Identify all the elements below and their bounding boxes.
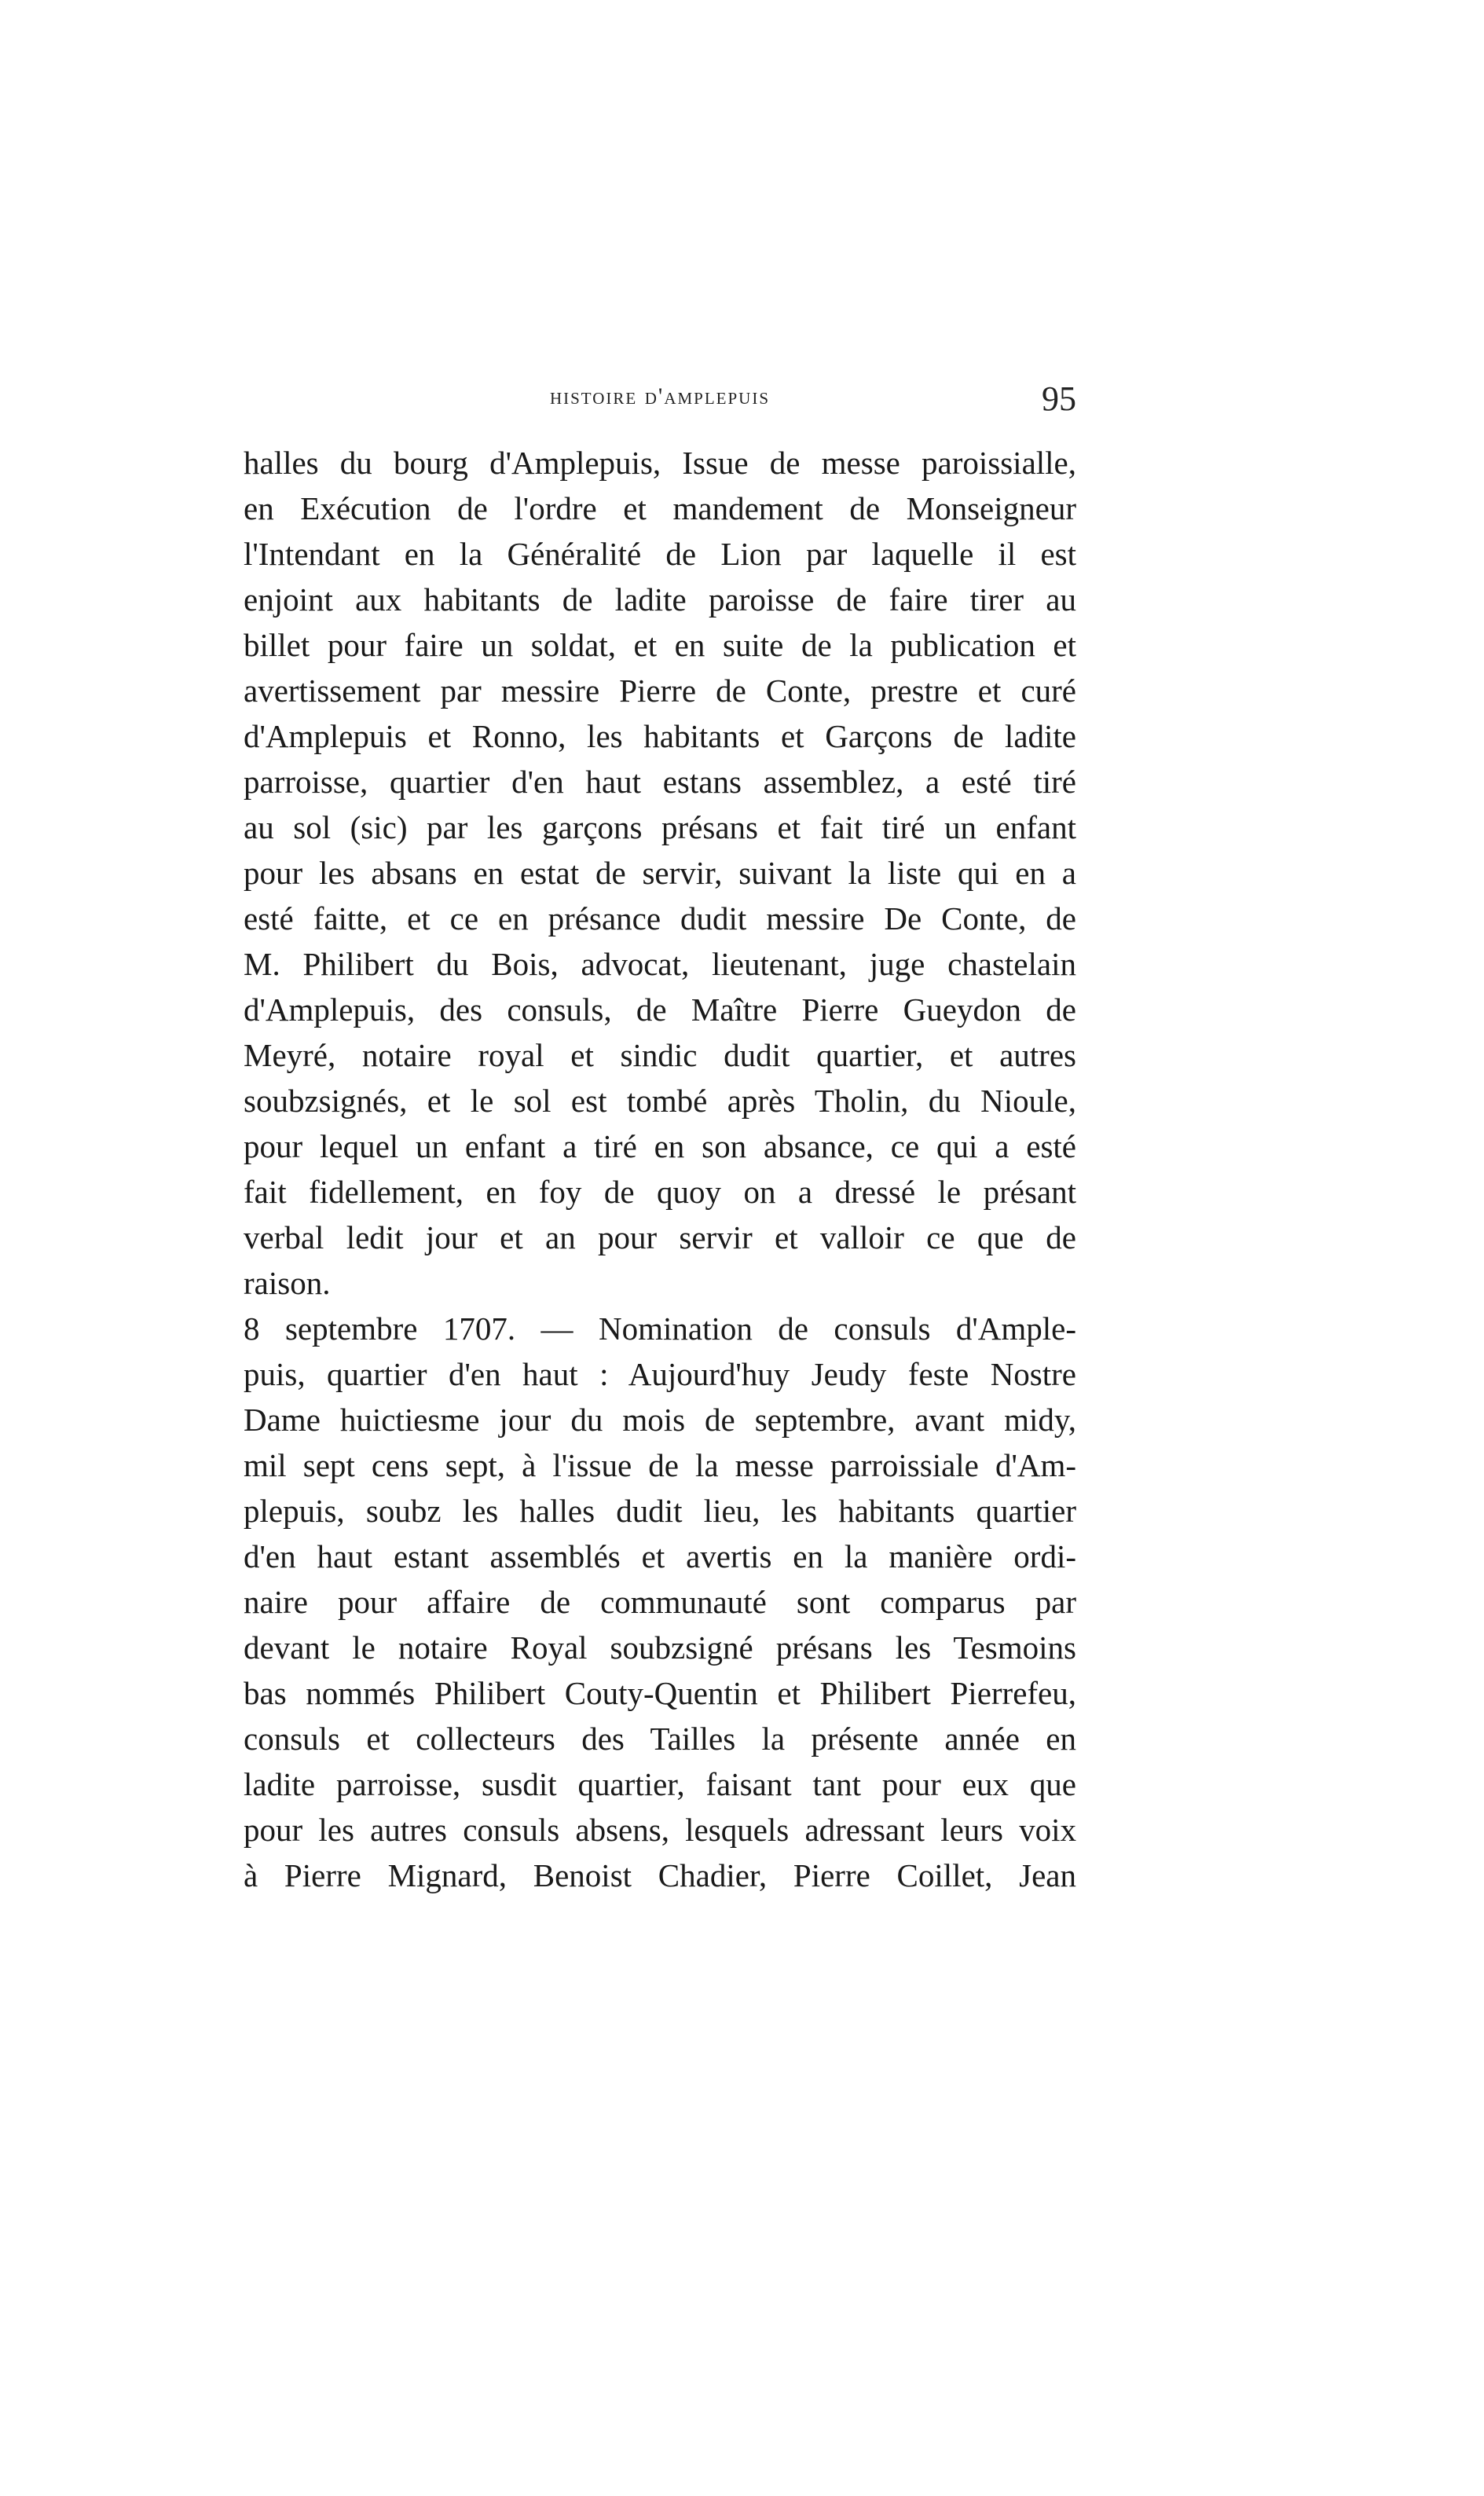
text-line: bas nommés Philibert Couty-Quentin et Philibert Pierrefeu,: [244, 1675, 1076, 1711]
text-line: devant le notaire Royal soubzsigné présans les Tesmoins: [244, 1629, 1076, 1666]
text-line: l'Intendant en la Généralité de Lion par laquelle il est: [244, 536, 1076, 572]
text-line: naire pour affaire de communauté sont comparus par: [244, 1584, 1076, 1620]
text-line: d'Amplepuis, des consuls, de Maître Pierre Gueydon de: [244, 991, 1076, 1028]
text-line: à Pierre Mignard, Benoist Chadier, Pierre Coillet, Jean: [244, 1857, 1076, 1893]
page-number: 95: [1042, 379, 1076, 418]
text-line: pour lequel un enfant a tiré en son absance, ce qui a esté: [244, 1128, 1076, 1164]
text-line: mil sept cens sept, à l'issue de la messe parroissiale d'Am-: [244, 1447, 1076, 1483]
text-line: au sol (sic) par les garçons présans et fait tiré un enfant: [244, 809, 1076, 845]
text-line: puis, quartier d'en haut : Aujourd'huy Jeudy feste Nostre: [244, 1356, 1076, 1392]
text-line: avertissement par messire Pierre de Conte, prestre et curé: [244, 673, 1076, 709]
text-line: ladite parroisse, susdit quartier, faisant tant pour eux que: [244, 1766, 1076, 1802]
text-line: pour les autres consuls absens, lesquels adressant leurs voix: [244, 1812, 1076, 1848]
text-line: parroisse, quartier d'en haut estans assemblez, a esté tiré: [244, 764, 1076, 800]
text-line: soubzsignés, et le sol est tombé après Tholin, du Nioule,: [244, 1083, 1076, 1119]
text-line: consuls et collecteurs des Tailles la présente année en: [244, 1721, 1076, 1757]
text-line: verbal ledit jour et an pour servir et valloir ce que de: [244, 1219, 1076, 1255]
text-line: fait fidellement, en foy de quoy on a dressé le présant: [244, 1174, 1076, 1210]
text-line: billet pour faire un soldat, et en suite de la publication et: [244, 627, 1076, 663]
text-line: halles du bourg d'Amplepuis, Issue de messe paroissialle,: [244, 445, 1076, 481]
running-head: [244, 379, 1076, 423]
text-line: enjoint aux habitants de ladite paroisse de faire tirer au: [244, 581, 1076, 618]
text-line: 8 septembre 1707. — Nomination de consuls d'Ample-: [244, 1310, 1076, 1347]
running-title: histoire d'amplepuis: [549, 383, 771, 409]
text-line: M. Philibert du Bois, advocat, lieutenant, juge chastelain: [244, 946, 1076, 982]
text-line: d'Amplepuis et Ronno, les habitants et Garçons de ladite: [244, 718, 1076, 754]
text-line: esté faitte, et ce en présance dudit messire De Conte, de: [244, 900, 1076, 936]
body-text: [244, 440, 1076, 1898]
text-line: d'en haut estant assemblés et avertis en la manière ordi-: [244, 1538, 1076, 1574]
text-line: Dame huictiesme jour du mois de septembre, avant midy,: [244, 1402, 1076, 1438]
text-line: plepuis, soubz les halles dudit lieu, les habitants quartier: [244, 1493, 1076, 1529]
text-line: raison.: [244, 1265, 331, 1301]
text-line: pour les absans en estat de servir, suivant la liste qui en a: [244, 855, 1076, 891]
text-line: en Exécution de l'ordre et mandement de Monseigneur: [244, 490, 1076, 526]
text-line: Meyré, notaire royal et sindic dudit quartier, et autres: [244, 1037, 1076, 1073]
